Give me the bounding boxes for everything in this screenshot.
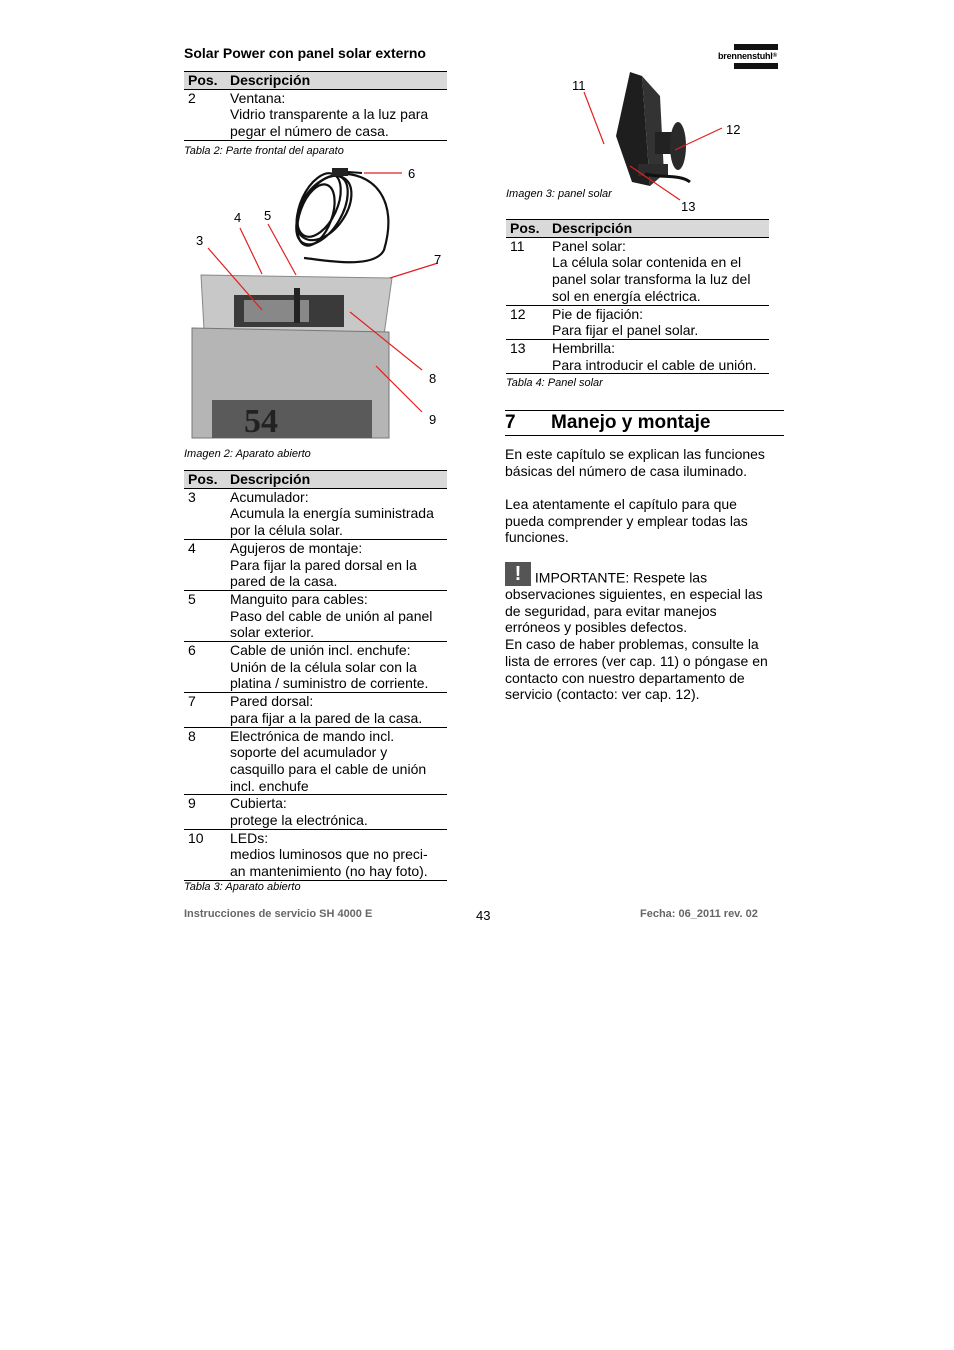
description-line: pegar el número de casa. [230,123,389,140]
table-row [184,795,447,829]
row-pos: 12 [506,305,548,339]
row-description [548,339,769,373]
row-pos: 7 [184,693,226,727]
row-description [226,829,447,880]
table-row [184,693,447,727]
description-line: solar exterior. [230,624,315,641]
row-description [226,488,447,539]
description-line: Paso del cable de unión al panel [230,607,433,624]
table-row [184,89,447,140]
table-2-caption: Tabla 2: Parte frontal del aparato [184,145,344,157]
row-pos: 8 [184,727,226,795]
col-header-pos: Pos. [184,471,226,489]
row-pos: 13 [506,339,548,373]
row-description [548,237,769,305]
row-description [548,305,769,339]
description-line: Para fijar la pared dorsal en la [230,556,417,573]
table-row [184,488,447,539]
description-line: Manguito para cables: [230,590,368,607]
paragraph-read-carefully [505,496,785,546]
description-line: Acumulador: [230,488,309,505]
description-line: Para fijar el panel solar. [552,322,699,339]
description-line: por la célula solar. [230,522,343,539]
table-3 [184,470,447,881]
row-pos: 4 [184,539,226,590]
table-2 [184,71,447,141]
row-pos: 11 [506,237,548,305]
paragraph-line: pueda comprender y emplear todas las [505,512,748,529]
description-line: panel solar transforma la luz del [552,271,751,288]
description-line: Cable de unión incl. enchufe: [230,642,411,659]
label-8: 8 [429,371,437,386]
section-heading [505,410,784,436]
table-row [184,590,447,641]
description-line: para fijar a la pared de la casa. [230,709,423,726]
paragraph-intro [505,446,785,479]
label-13: 13 [681,199,696,214]
house-number-text: 54 [244,403,278,440]
description-line: Pie de fijación: [552,305,644,322]
row-pos: 6 [184,642,226,693]
label-6: 6 [408,166,416,181]
label-7: 7 [434,252,442,267]
warning-icon: ! [505,562,531,586]
description-line: Vidrio transparente a la luz para [230,106,429,123]
description-line: casquillo para el cable de unión [230,760,427,777]
row-description [226,539,447,590]
description-line: Hembrilla: [552,339,616,356]
paragraph-line: Lea atentamente el capítulo para que [505,496,737,512]
col-header-pos: Pos. [506,220,548,238]
row-pos: 10 [184,829,226,880]
table-4 [506,219,769,374]
col-header-descripcion: Descripción [548,220,769,238]
description-line: Panel solar: [552,237,626,254]
image-2-caption: Imagen 2: Aparato abierto [184,448,311,460]
description-line: Para introducir el cable de unión. [552,356,757,373]
table-row [506,339,769,373]
row-description [226,795,447,829]
section-number: 7 [505,412,516,433]
description-line: incl. enchufe [230,777,309,794]
warning-text-rest [505,586,785,703]
row-pos: 9 [184,795,226,829]
footer-date: Fecha: 06_2011 rev. 02 [640,908,758,920]
row-description [226,590,447,641]
description-line: Unión de la célula solar con la [230,658,417,675]
col-header-descripcion: Descripción [226,471,447,489]
label-11: 11 [572,78,586,93]
table-row [184,727,447,795]
description-line: Pared dorsal: [230,693,314,710]
warning-line: lista de errores (ver cap. 11) o póngase en [505,652,768,669]
description-line: Agujeros de montaje: [230,539,363,556]
warning-line: observaciones siguientes, en especial las [505,586,763,602]
description-line: Ventana: [230,89,286,106]
row-description [226,727,447,795]
warning-line: de seguridad, para evitar manejos [505,602,717,619]
row-description [226,89,447,140]
table-row [506,305,769,339]
description-line: soporte del acumulador y [230,744,388,761]
footer-document-title: Instrucciones de servicio SH 4000 E [184,908,373,920]
brand-registered-mark: ® [772,53,777,59]
table-4-caption: Tabla 4: Panel solar [506,377,603,389]
warning-line: servicio (contacto: ver cap. 12). [505,686,700,703]
row-description [226,642,447,693]
image-2-open-device [184,160,454,450]
description-line: Acumula la energía suministrada [230,505,434,522]
table-row [184,829,447,880]
page-number: 43 [476,908,491,923]
description-line: protege la electrónica. [230,812,368,829]
row-pos: 2 [184,89,226,140]
label-12: 12 [726,122,741,137]
row-pos: 5 [184,590,226,641]
row-pos: 3 [184,488,226,539]
paragraph-line: En este capítulo se explican las funciones [505,446,765,462]
description-line: La célula solar contenida en el [552,254,742,271]
section-subtitle: Solar Power con panel solar externo [184,45,426,61]
warning-line: erróneos y posibles defectos. [505,619,688,636]
description-line: Cubierta: [230,795,287,812]
description-line: pared de la casa. [230,573,338,590]
description-line: medios luminosos que no preci- [230,846,428,863]
description-line: sol en energía eléctrica. [552,287,701,304]
col-header-descripcion: Descripción [226,72,447,90]
warning-block [505,562,785,703]
brand-name: brennenstuhl [718,51,773,61]
label-3: 3 [196,233,204,248]
description-line: an mantenimiento (no hay foto). [230,863,428,880]
table-row [184,539,447,590]
paragraph-line: funciones. [505,529,569,546]
row-description [226,693,447,727]
col-header-pos: Pos. [184,72,226,90]
label-4: 4 [234,210,242,225]
description-line: Electrónica de mando incl. [230,727,395,744]
table-row [184,642,447,693]
description-line: platina / suministro de corriente. [230,675,429,692]
section-title: Manejo y montaje [551,412,711,433]
warning-line-first: IMPORTANTE: Respete las [534,569,708,586]
table-row [506,237,769,305]
label-9: 9 [429,412,437,427]
warning-line: En caso de haber problemas, consulte la [505,636,759,653]
description-line: LEDs: [230,829,269,846]
table-3-caption: Tabla 3: Aparato abierto [184,881,301,893]
warning-line: contacto con nuestro departamento de [505,669,745,686]
image-3-caption: Imagen 3: panel solar [506,188,612,200]
paragraph-line: básicas del número de casa iluminado. [505,462,748,479]
label-5: 5 [264,208,272,223]
